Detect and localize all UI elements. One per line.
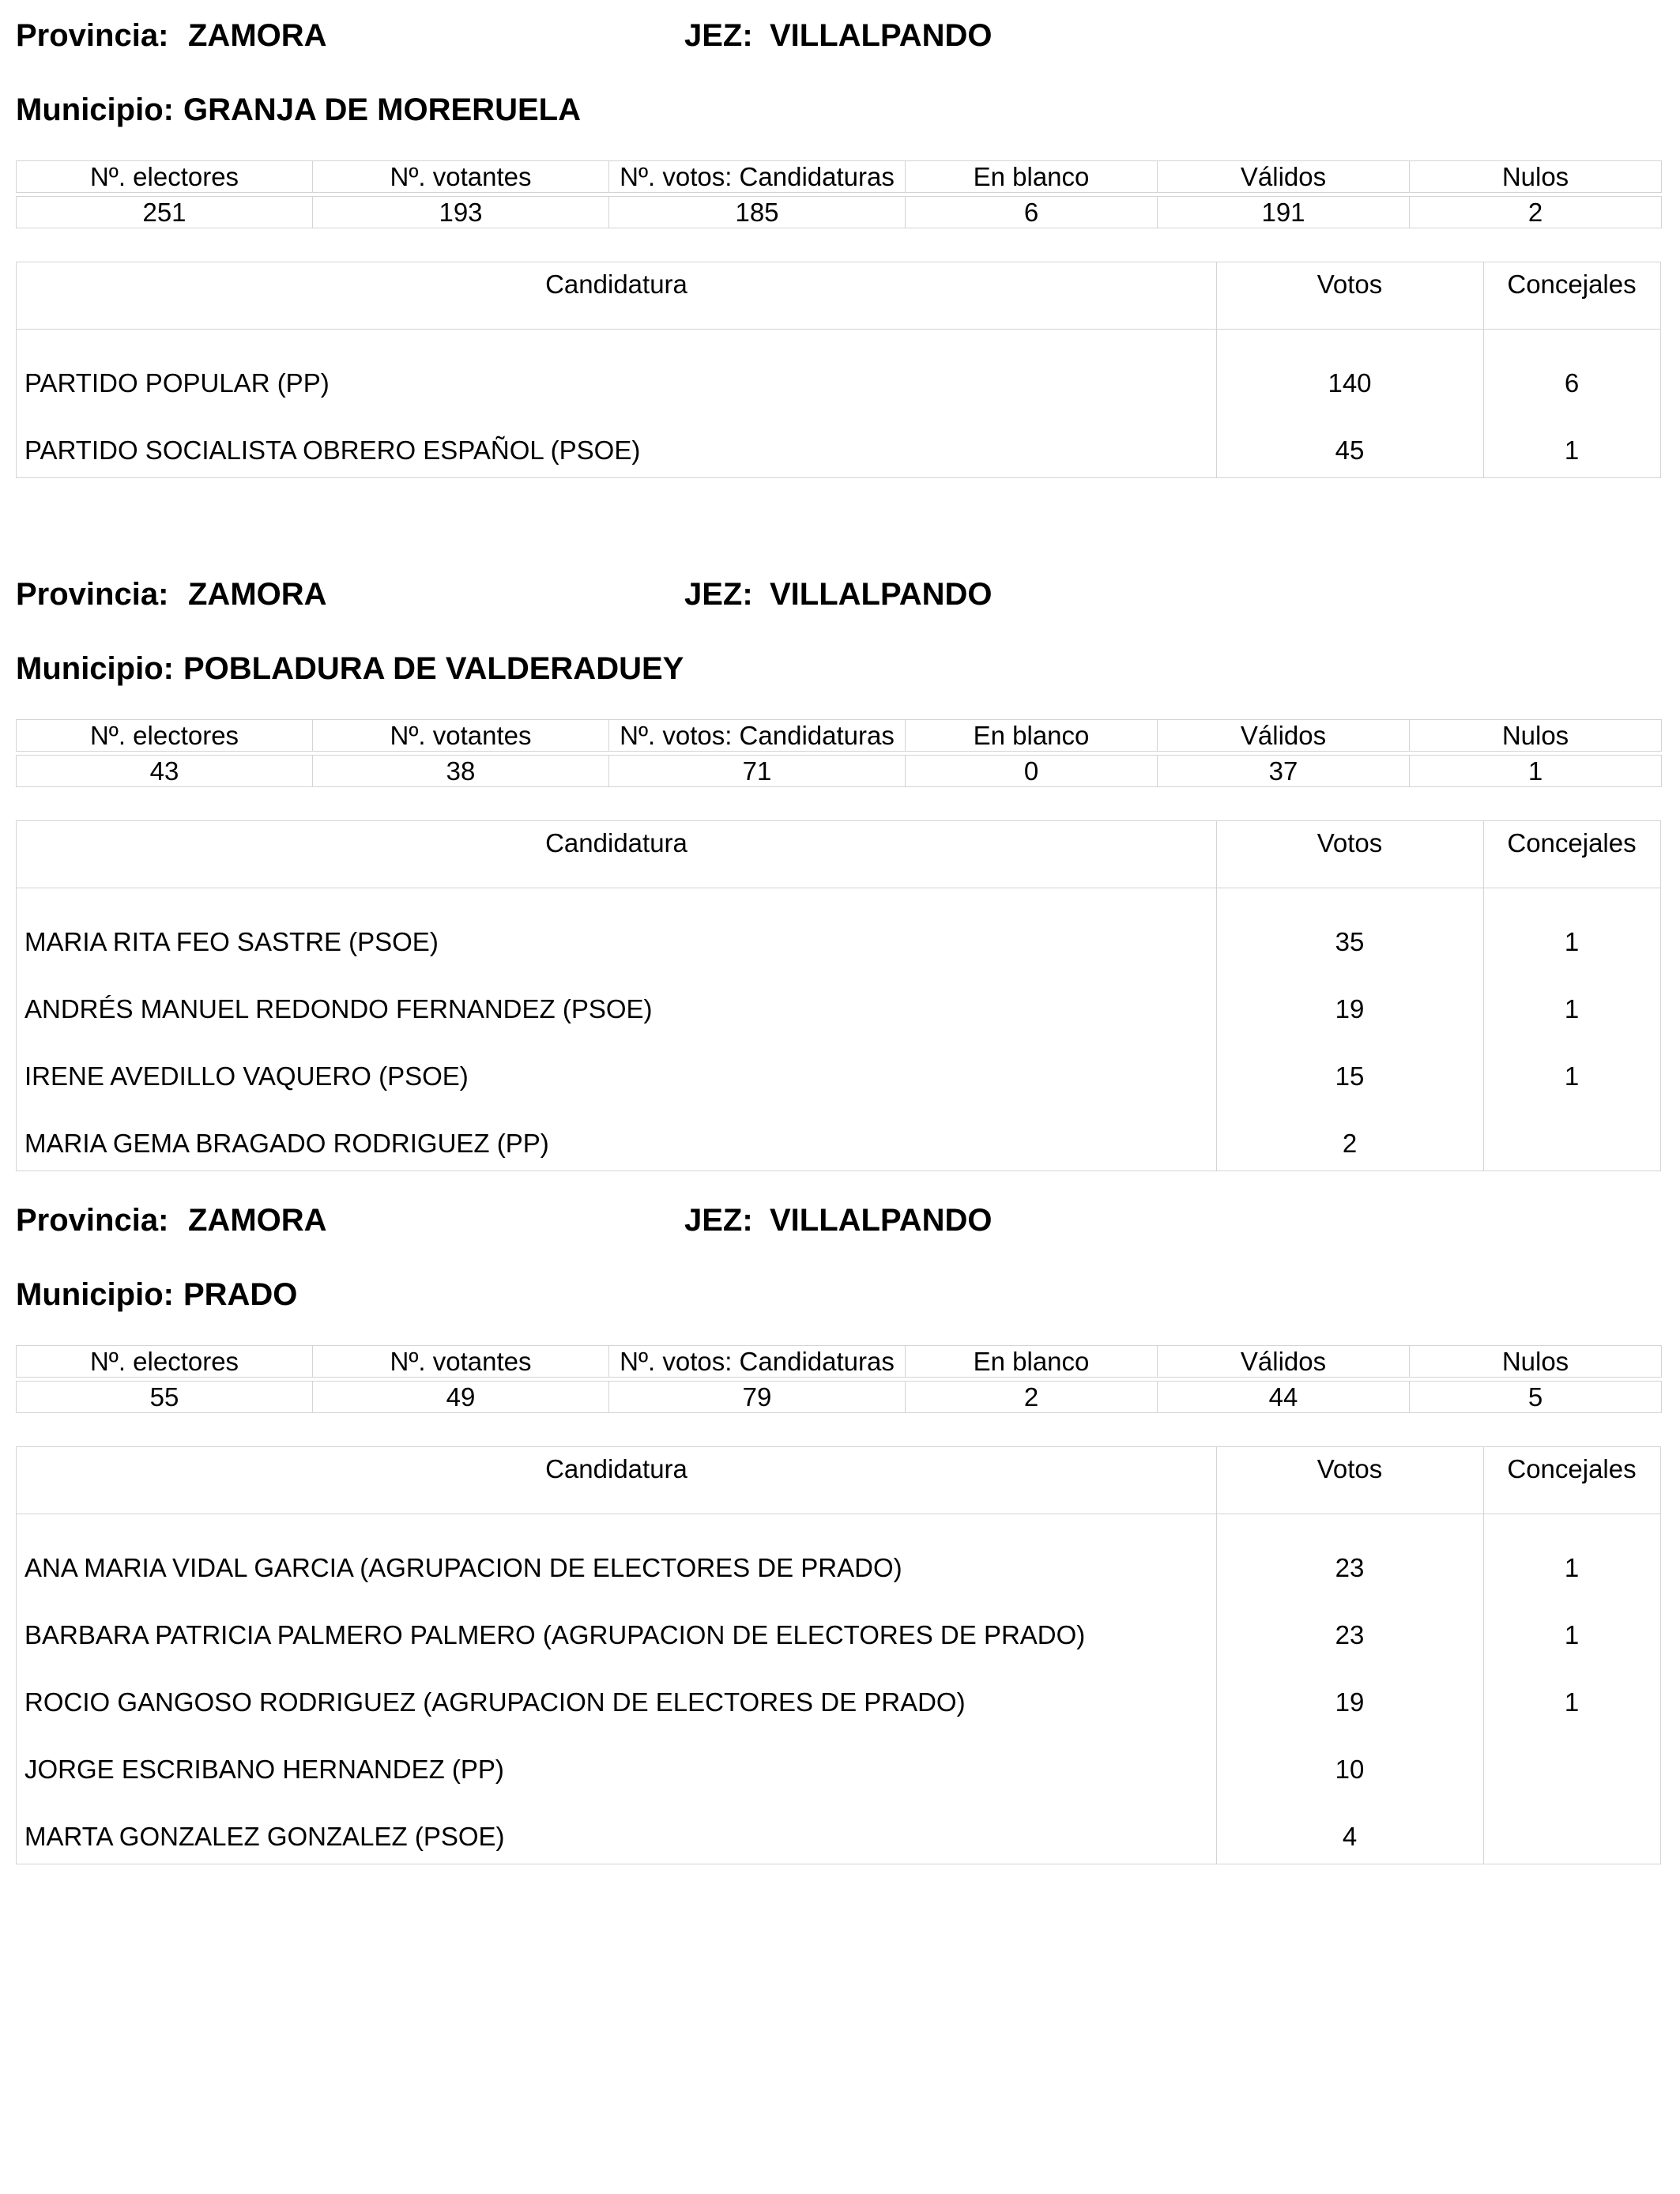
municipio-label: Municipio: — [16, 1277, 174, 1312]
candidatura-header: Candidatura — [545, 270, 687, 299]
section-header — [16, 1201, 1661, 1240]
provincia-value: ZAMORA — [188, 1203, 327, 1238]
candidate-votos: 23 — [1335, 1553, 1365, 1582]
candidate-concejales: 1 — [1564, 1620, 1580, 1649]
stats-header-cell: Nº. votantes — [313, 161, 609, 193]
provincia-label: Provincia: — [16, 18, 169, 53]
candidate-row — [17, 969, 1660, 1036]
stats-value-cell: 251 — [17, 197, 313, 228]
concejales-header: Concejales — [1507, 1454, 1637, 1483]
candidate-row — [17, 1729, 1660, 1796]
candidate-votos: 19 — [1335, 994, 1365, 1023]
stats-value-cell: 79 — [609, 1382, 906, 1413]
stats-value-cell: 43 — [17, 756, 313, 787]
stats-value-cell: 6 — [906, 197, 1158, 228]
candidate-votos: 15 — [1335, 1061, 1365, 1091]
candidate-name: PARTIDO POPULAR (PP) — [24, 368, 330, 398]
votos-header: Votos — [1317, 1454, 1383, 1483]
stats-value-cell: 49 — [313, 1382, 609, 1413]
candidate-name: ANDRÉS MANUEL REDONDO FERNANDEZ (PSOE) — [24, 994, 653, 1023]
candidate-row — [17, 888, 1660, 969]
candidate-votos: 45 — [1335, 435, 1365, 465]
stats-header-cell: En blanco — [906, 1346, 1158, 1378]
stats-value-cell: 55 — [17, 1382, 313, 1413]
candidate-row — [17, 1036, 1660, 1103]
stats-header-cell: Válidos — [1158, 161, 1410, 193]
provincia-value: ZAMORA — [188, 577, 327, 612]
candidate-concejales: 1 — [1564, 927, 1580, 956]
stats-value-row — [17, 197, 1662, 228]
candidate-concejales: 6 — [1564, 368, 1580, 398]
candidate-row — [17, 1103, 1660, 1171]
candidate-row — [17, 1514, 1660, 1595]
stats-table — [16, 160, 1662, 228]
stats-header-row — [17, 1346, 1662, 1378]
stats-header-cell: Nulos — [1410, 161, 1662, 193]
jez-label: JEZ: — [684, 18, 753, 53]
candidate-votos: 35 — [1335, 927, 1365, 956]
stats-value-cell: 193 — [313, 197, 609, 228]
candidates-header — [17, 262, 1660, 330]
candidate-concejales: 1 — [1564, 435, 1580, 465]
stats-table — [16, 1345, 1662, 1413]
candidate-name: MARIA GEMA BRAGADO RODRIGUEZ (PP) — [24, 1129, 549, 1158]
stats-header-cell: En blanco — [906, 161, 1158, 193]
candidates-table — [16, 1446, 1661, 1864]
stats-header-row — [17, 161, 1662, 193]
stats-header-cell: Nº. electores — [17, 720, 313, 752]
stats-value-row — [17, 1382, 1662, 1413]
jez-value: VILLALPANDO — [770, 1203, 993, 1238]
provincia-value: ZAMORA — [188, 18, 327, 53]
stats-table — [16, 719, 1662, 787]
candidates-table — [16, 262, 1661, 478]
votos-header: Votos — [1317, 828, 1383, 858]
municipio-value: POBLADURA DE VALDERADUEY — [183, 651, 684, 686]
candidate-votos: 19 — [1335, 1687, 1365, 1717]
concejales-header: Concejales — [1507, 270, 1637, 299]
candidate-row — [17, 1662, 1660, 1729]
stats-header-cell: Nº. votos: Candidaturas — [609, 1346, 906, 1378]
jez-value: VILLALPANDO — [770, 18, 993, 53]
municipio-value: PRADO — [183, 1277, 298, 1312]
municipio-title — [16, 649, 684, 688]
jez-value: VILLALPANDO — [770, 577, 993, 612]
stats-value-cell: 191 — [1158, 197, 1410, 228]
candidate-row — [17, 1595, 1660, 1662]
jez-label: JEZ: — [684, 577, 753, 612]
candidate-row — [17, 330, 1660, 410]
stats-value-cell: 2 — [1410, 197, 1662, 228]
candidate-concejales: 1 — [1564, 1061, 1580, 1091]
candidate-name: MARTA GONZALEZ GONZALEZ (PSOE) — [24, 1822, 505, 1851]
candidate-votos: 10 — [1335, 1755, 1365, 1784]
stats-header-cell: Nº. electores — [17, 161, 313, 193]
section-header — [16, 575, 1661, 614]
stats-header-cell: Válidos — [1158, 1346, 1410, 1378]
stats-header-cell: Nº. votantes — [313, 720, 609, 752]
candidatura-header: Candidatura — [545, 828, 687, 858]
stats-header-cell: Nulos — [1410, 720, 1662, 752]
candidate-name: JORGE ESCRIBANO HERNANDEZ (PP) — [24, 1755, 504, 1784]
stats-header-cell: Nº. votantes — [313, 1346, 609, 1378]
municipio-title — [16, 90, 581, 130]
stats-header-cell: En blanco — [906, 720, 1158, 752]
candidate-concejales: 1 — [1564, 994, 1580, 1023]
candidates-header — [17, 1447, 1660, 1514]
stats-header-cell: Nº. votos: Candidaturas — [609, 720, 906, 752]
stats-value-cell: 5 — [1410, 1382, 1662, 1413]
candidates-header — [17, 821, 1660, 888]
jez-label: JEZ: — [684, 1203, 753, 1238]
candidate-name: ANA MARIA VIDAL GARCIA (AGRUPACION DE ELECTORES DE PRADO) — [24, 1553, 902, 1582]
provincia-label: Provincia: — [16, 1203, 169, 1238]
candidate-concejales: 1 — [1564, 1687, 1580, 1717]
candidate-votos: 4 — [1342, 1822, 1358, 1851]
candidates-table — [16, 820, 1661, 1171]
stats-value-cell: 37 — [1158, 756, 1410, 787]
candidate-votos: 23 — [1335, 1620, 1365, 1649]
stats-header-cell: Nº. electores — [17, 1346, 313, 1378]
candidate-row — [17, 1796, 1660, 1864]
concejales-header: Concejales — [1507, 828, 1637, 858]
candidate-name: MARIA RITA FEO SASTRE (PSOE) — [24, 927, 439, 956]
municipio-value: GRANJA DE MORERUELA — [183, 92, 581, 127]
municipio-title — [16, 1275, 297, 1314]
stats-value-cell: 2 — [906, 1382, 1158, 1413]
stats-value-cell: 1 — [1410, 756, 1662, 787]
candidate-concejales: 1 — [1564, 1553, 1580, 1582]
votos-header: Votos — [1317, 270, 1383, 299]
provincia-label: Provincia: — [16, 577, 169, 612]
candidate-row — [17, 410, 1660, 477]
stats-header-row — [17, 720, 1662, 752]
candidate-votos: 140 — [1328, 368, 1372, 398]
candidate-name: BARBARA PATRICIA PALMERO PALMERO (AGRUPACION DE ELECTORES DE PRADO) — [24, 1620, 1086, 1649]
stats-value-cell: 44 — [1158, 1382, 1410, 1413]
stats-value-cell: 38 — [313, 756, 609, 787]
stats-header-cell: Válidos — [1158, 720, 1410, 752]
stats-value-cell: 0 — [906, 756, 1158, 787]
stats-value-row — [17, 756, 1662, 787]
stats-header-cell: Nulos — [1410, 1346, 1662, 1378]
candidate-name: ROCIO GANGOSO RODRIGUEZ (AGRUPACION DE ELECTORES DE PRADO) — [24, 1687, 966, 1717]
candidate-votos: 2 — [1342, 1129, 1358, 1158]
stats-value-cell: 71 — [609, 756, 906, 787]
stats-value-cell: 185 — [609, 197, 906, 228]
section-header — [16, 16, 1661, 55]
candidate-name: IRENE AVEDILLO VAQUERO (PSOE) — [24, 1061, 469, 1091]
candidate-name: PARTIDO SOCIALISTA OBRERO ESPAÑOL (PSOE) — [24, 435, 641, 465]
municipio-label: Municipio: — [16, 92, 174, 127]
stats-header-cell: Nº. votos: Candidaturas — [609, 161, 906, 193]
municipio-label: Municipio: — [16, 651, 174, 686]
candidatura-header: Candidatura — [545, 1454, 687, 1483]
